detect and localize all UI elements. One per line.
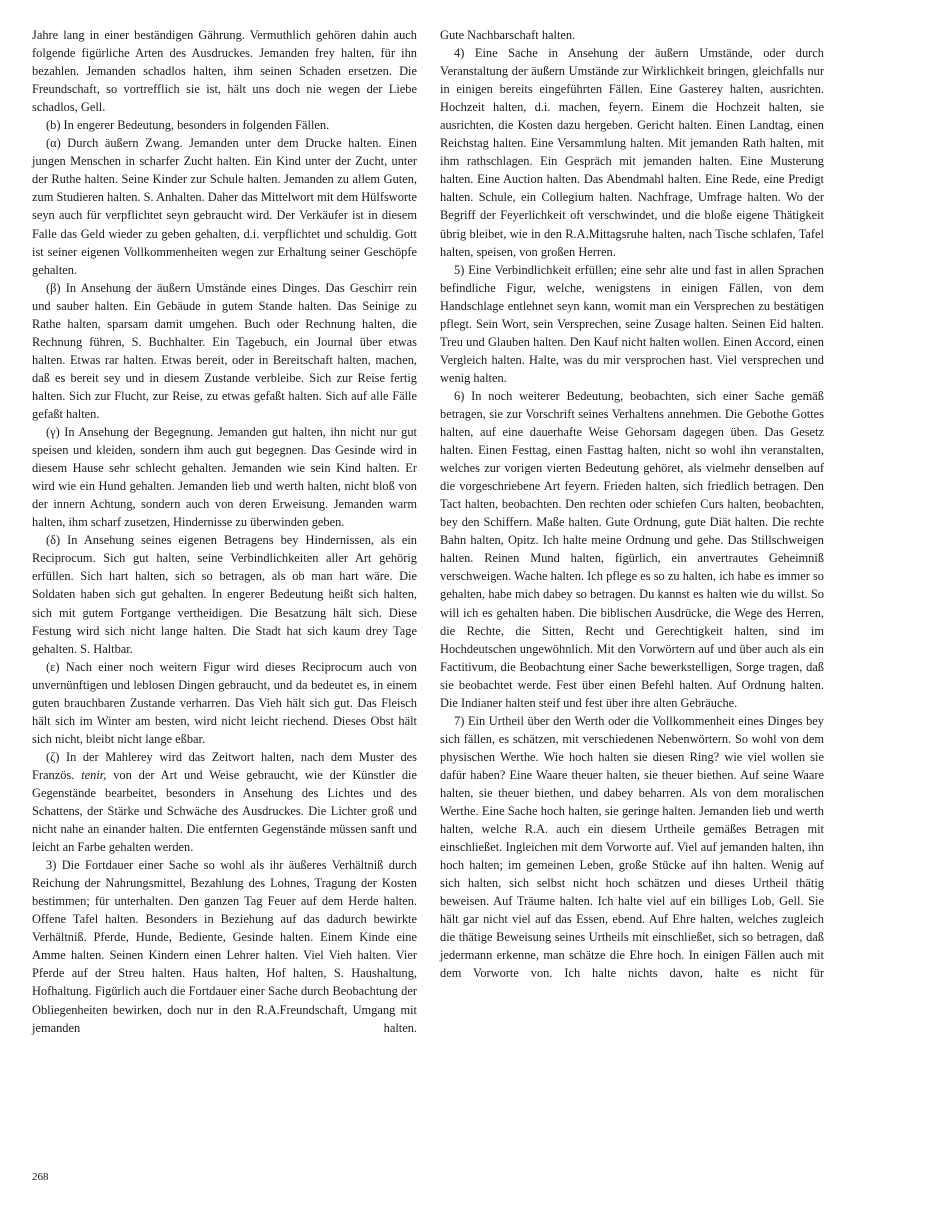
- paragraph: Gute Nachbarschaft halten.: [440, 28, 576, 42]
- paragraph: (α) Durch äußern Zwang. Jemanden unter dem Drucke halten. Einen jungen Menschen in scharfer Zucht halten. Ein Kind unter der Zucht, unter der Ruthe halten. Seine Kinder zur Schule halten. Jemanden zu allem Guten, zum Studieren halten. S. Anhalten. Daher das Mittelwort mit dem Hülfsworte seyn auch für verpflichtet seyn gebraucht wird. Der Verkäufer ist in diesem Falle das Geld wieder zu geben gehalten, d.i. verpflichtet und schuldig. Gott ist seiner eigenen Vollkommenheiten wegen zur Erhaltung seiner Geschöpfe gehalten.: [32, 136, 417, 277]
- paragraph: 3) Die Fortdauer einer Sache so wohl als ihr äußeres Verhältniß durch Reichung der Nahrungsmittel, Bezahlung des Lohnes, Tragung der Kosten bestimmen; für unterhalten. Den ganzen Tag Feuer auf dem Herde halten. Offene Tafel halten. Besonders in Beziehung auf das dadurch bewirkte Verhältniß. Pferde, Hunde, Bediente, Gesinde halten. Einem Kinde eine Amme halten. Seinen Kindern einen Lehrer halten. Viel Vieh halten. Vier Pferde auf der Streu halten. Haus halten, Hof halten, S. Haushaltung, Hofhaltung. Figürlich auch die Fortdauer einer Sache durch Beobachtung der Obliegenheiten bewirken, doch nur in den R.A.Freundschaft, Umgang mit jemanden halten.: [32, 858, 417, 1035]
- right-column: [440, 26, 824, 982]
- foreign-term: tenir,: [81, 767, 107, 782]
- paragraph-text: von der Art und Weise gebraucht, wie der Künstler die Gegenstände bearbeitet, besonders in Ansehung des Lichtes und des Schattens, der Stärke und Schwäche des Ausdruckes. Die Lichter groß und nicht nahe an einander halten. Die entfernten Gegenstände müssen sanft und leicht an Farbe gehalten werden.: [32, 767, 417, 855]
- paragraph: 6) In noch weiterer Bedeutung, beobachten, sich einer Sache gemäß betragen, sie zur Vorschrift seines Verhaltens annehmen. Die Gebothe Gottes halten, auf eine dauerhafte Weise Gehorsam dagegen üben. Das Gesetz halten. Einen Festtag, einen Fasttag halten, nicht so wohl ihn veranstalten, welches zur vorigen vierten Bedeutung gehöret, als vielmehr denselben auf die vorgeschriebene Art feyern. Frieden halten, sich friedlich betragen. Den Tact halten, beobachten. Den rechten oder schiefen Curs halten, beobachten, bey den Schiffern. Maße halten. Gute Ordnung, gute Diät halten. Die rechte Bahn halten, Opitz. Ich halte meine Ordnung und gehe. Das Stillschweigen halten. Reinen Mund halten, figürlich, ein anvertrautes Geheimniß verschweigen. Wache halten. Ich pflege es so zu halten, ich habe es immer so gehalten, habe mich dabey so betragen. Du kannst es halten wie du willst. So will ich es gehalten haben. Die biblischen Ausdrücke, die Wege des Herren, die Rechte, die Sitten, Recht und Gerechtigkeit halten, sind im Hochdeutschen ungewöhnlich. Mit den Vorwörtern auf und über auch als ein Factitivum, die Beobachtung einer Sache bewerkstelligen, Sorge tragen, daß sie beobachtet werde. Fest über einen Befehl halten. Auf Ordnung halten. Die Indianer halten steif und fest über ihre alten Gebräuche.: [440, 388, 824, 710]
- paragraph: 4) Eine Sache in Ansehung der äußern Umstände, oder durch Veranstaltung der äußern Umstände zur Wirklichkeit bringen, gleichfalls nur in einigen bereits eingeführten Fällen. Eine Gasterey halten, ausrichten. Hochzeit halten, d.i. machen, feyern. Einem die Hochzeit halten, sie ausrichten, die Kosten dazu hergeben. Gericht halten. Einen Landtag, einen Reichstag halten. Eine Versammlung halten. Mit jemanden Rath halten, mit ihm rathschlagen. Ein Gespräch mit jemanden halten. Eine Musterung halten. Eine Auction halten. Das Abendmahl halten. Eine Rede, eine Predigt halten. Schule, ein Collegium halten. Nachfrage, Umfrage halten. Wo der Begriff der Feyerlichkeit oft verschwindet, und die bloße eigene Thätigkeit übrig bleibet, wie in den R.A.Mittagsruhe halten, nach Tische schlafen, Tafel halten, speisen, von großen Herren.: [440, 46, 824, 259]
- paragraph: (b) In engerer Bedeutung, besonders in folgenden Fällen.: [46, 118, 330, 133]
- paragraph: (δ) In Ansehung seines eigenen Betragens bey Hindernissen, als ein Reciprocum. Sich gut halten, seine Verbindlichkeiten aller Art gehörig erfüllen. Sich hart halten, sich so betragen, als ob man hart wäre. Die Soldaten haben sich gut gehalten. In engerer Bedeutung heißt sich halten, sich mit gutem Fortgange vertheidigen. Die Besatzung hält sich. Diese Festung wird sich nicht lange halten. Die Stadt hat sich kaum drey Tage gehalten. S. Haltbar.: [32, 533, 417, 656]
- paragraph: (β) In Ansehung der äußern Umstände eines Dinges. Das Geschirr rein und sauber halten. Ein Gebäude in gutem Stande halten. Das Seinige zu Rathe halten, sparsam damit umgehen. Buch oder Rechnung halten, die Rechnung führen, S. Buchhalter. Ein Tagebuch, ein Journal über etwas halten. Etwas rar halten. Etwas bereit, oder in Bereitschaft halten, machen, daß es bereit sey und in diesem Zustande verbleibe. Sich zur Reise fertig halten. Sich zur Flucht, zur Reise, zu etwas gefaßt halten. Sich auf alle Fälle gefaßt halten.: [32, 280, 417, 421]
- paragraph: (ε) Nach einer noch weitern Figur wird dieses Reciprocum auch von unvernünftigen und leblosen Dingen gebraucht, und da bedeutet es, in einem guten brauchbaren Zustande verharren. Das Vieh hält sich gut. Das Fleisch hält sich im Winter am besten, wird nicht leicht riechend. Dieses Obst hält sich nicht, bleibt nicht lange eßbar.: [32, 659, 417, 746]
- paragraph: (γ) In Ansehung der Begegnung. Jemanden gut halten, ihn nicht nur gut speisen und kleiden, sondern ihm auch gut begegnen. Das Gesinde wird in diesem Hause sehr schlecht gehalten. Jemanden wie sein Kind halten. Er wird wie ein Hund gehalten. Jemanden lieb und werth halten, nicht bloß von der innern Achtung, sondern auch von deren Erweisung. Jemanden warm halten, ihm scharf zusetzen, Hindernisse zu überwinden geben.: [32, 425, 417, 530]
- paragraph: 5) Eine Verbindlichkeit erfüllen; eine sehr alte und fast in allen Sprachen befindliche Figur, welche, wenigstens in einigen Fällen, von dem Handschlage entlehnet seyn kann, womit man ein Versprechen zu bestätigen pflegt. Sein Wort, sein Versprechen, seine Zusage halten. Seinen Eid halten. Treu und Glauben halten. Den Kauf nicht halten wollen. Einen Accord, einen Vergleich halten. Halte, was du mir versprochen hast. Viel versprechen und wenig halten.: [440, 262, 824, 385]
- left-column: [32, 26, 417, 1037]
- page-number: 268: [32, 1171, 49, 1183]
- paragraph-text: (ζ) In der Mahlerey wird das Zeitwort halten, nach dem Muster des Französ.: [32, 749, 417, 782]
- paragraph: [32, 748, 417, 856]
- paragraph: Jahre lang in einer beständigen Gährung. Vermuthlich gehören dahin auch folgende figürliche Arten des Ausdruckes. Jemanden frey halten, für ihn bezahlen. Jemanden schadlos halten, ihm seinen Schaden ersetzen. Die Freundschaft, so vortrefflich sie ist, hält uns doch nie wegen der Liebe schadlos, Gell.: [32, 28, 417, 115]
- paragraph: 7) Ein Urtheil über den Werth oder die Vollkommenheit eines Dinges bey sich fällen, es schätzen, mit verschiedenen Nebenwörtern. So wohl von dem physischen Werthe. Wie hoch halten sie diesen Ring? wie viel wollen sie dafür haben? Eine Waare theuer halten, sie theuer biethen. Auf seine Waare halten, sie theuer biethen, und dabey beharren. Als von dem moralischen Werthe. Eine Sache hoch halten, sie geringe halten. Jemanden lieb und werth halten, welche R.A. auch ein diesem Urtheile gemäßes Betragen mit einschließet. Ingleichen mit dem Vorworte auf. Viel auf jemanden halten, ihn hoch halten; im gemeinen Leben, große Stücke auf ihn halten. Wenig auf sich halten, sich selbst nicht hoch schätzen und dieses Urtheil thätig beweisen. Auf Träume halten. Ich halte viel auf ein billiges Lob, Gell. Sie hält gar nicht viel auf das Essen, ebend. Auf Ehre halten, welches zugleich die thätige Beweisung seines Urtheils mit einschließet, sich so betragen, daß jedermann erkenne, man schätze die Ehre hoch. In einigen Fällen auch mit dem Vorworte von. Ich halte nichts davon, halte es nicht für: [440, 713, 824, 981]
